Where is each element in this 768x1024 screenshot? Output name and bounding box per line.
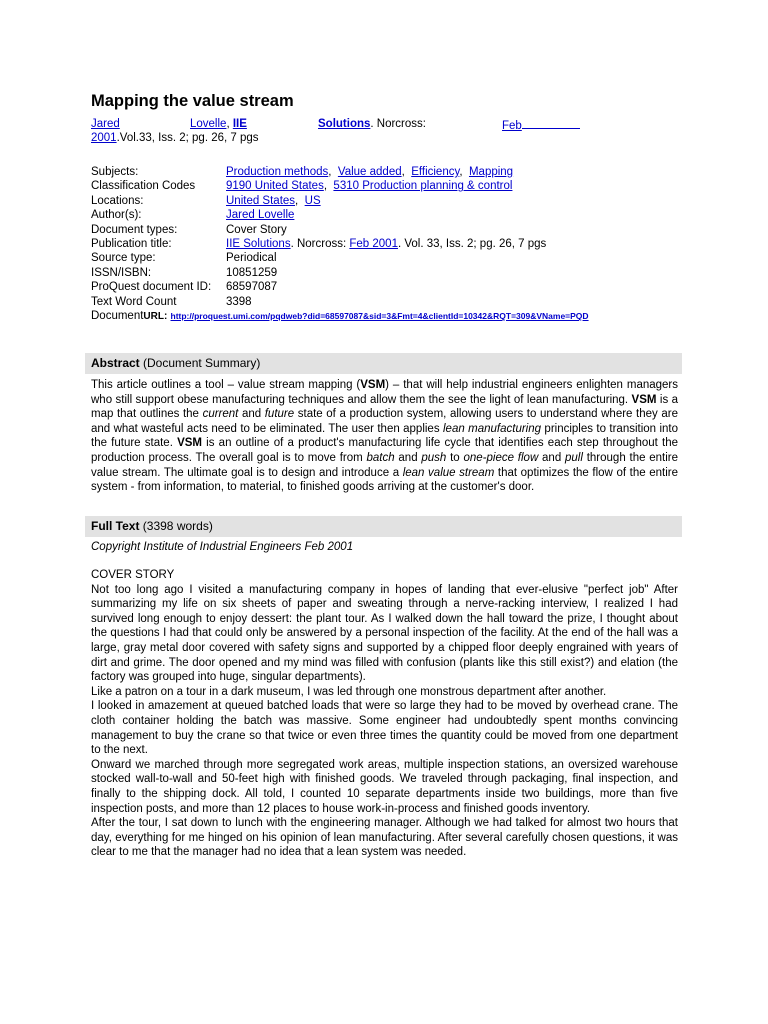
abstract-vsm: VSM bbox=[360, 379, 386, 391]
wordcount-label: Text Word Count bbox=[91, 295, 177, 308]
author-link[interactable]: Jared Lovelle bbox=[226, 209, 295, 222]
fulltext-body bbox=[91, 568, 678, 860]
subject-link-3[interactable]: Efficiency bbox=[411, 166, 460, 178]
abstract-heading-note: (Document Summary) bbox=[139, 356, 261, 370]
doctype-value: Cover Story bbox=[226, 223, 287, 236]
classification-label: Classification Codes bbox=[91, 180, 196, 193]
fulltext-heading: Full Text bbox=[91, 519, 140, 533]
pubtitle-label: Publication title: bbox=[91, 238, 172, 251]
paragraph-3: I looked in amazement at queued batched loads that were so large they had to be moved by overhead crane. The cloth container holding the batch was massive. Some engineer had undoubtedly spent months convincing management to buy the crane so that twice or even three times the quantity could be moved from one department to the next. bbox=[91, 700, 678, 757]
abstract-seg: state of a production system, allowing users to understand where they are and what wasteful acts need to be eliminated. The user then applies bbox=[91, 408, 678, 435]
publication-link-b[interactable]: Solutions bbox=[318, 118, 371, 130]
abstract-seg: and bbox=[538, 451, 566, 464]
document-title: Mapping the value stream bbox=[91, 92, 294, 110]
docurl-link[interactable]: http://proquest.umi.com/pqdweb?did=68597087&sid=3&Fmt=4&clientId=10342&RQT=309&VName=PQD bbox=[170, 311, 589, 322]
abstract-seg: to bbox=[446, 451, 464, 464]
metadata-table: Subjects: Production methods, Value added, Efficiency, Mapping Classification Codes 9190 United States, 5310 Production planning & control Locations: United States, US Author(s): Jared Lovelle Document types: Cover Story Publication title: IIE Solutions. Norcross: Feb 2001. Vol. 33, Iss. 2; pg. 26, 7 pgs Source type: Periodical ISSN/ISBN: 10851259 ProQuest document ID: 68597087 Text Word Count 3398 Document URL: http://proquest.umi.com/pqdweb?did=68597087&sid=3&Fmt=4&clientId=10342&RQT=309&VName=PQD bbox=[91, 165, 589, 324]
issn-value: 10851259 bbox=[226, 266, 278, 279]
abstract-em: future bbox=[264, 408, 295, 421]
abstract-heading-band bbox=[85, 353, 682, 374]
section-label: COVER STORY bbox=[91, 569, 175, 581]
abstract-vsm: VSM bbox=[631, 393, 657, 406]
abstract-seg: through the entire value stream. The ultimate goal is to design and introduce a bbox=[91, 451, 679, 479]
abstract-seg: that optimizes the flow of the entire system - from information, to material, to finished goods arriving at the customer's door. bbox=[91, 466, 678, 494]
abstract-seg: is a map that outlines the bbox=[91, 393, 679, 421]
abstract-seg: and bbox=[394, 451, 422, 464]
abstract-em: batch bbox=[366, 451, 395, 464]
wordcount-value: 3398 bbox=[226, 295, 252, 308]
paragraph-5: After the tour, I sat down to lunch with the engineering manager. Although we had talked for almost two hours that day, everything for me hinged on his opinion of lean manufacturing. After several carefully chosen questions, it was clear to me that the manager had no idea that a lean system was needed. bbox=[91, 817, 678, 859]
date-link-b[interactable]: 2001 bbox=[91, 132, 117, 144]
abstract-em: push bbox=[421, 451, 447, 464]
pqid-label: ProQuest document ID: bbox=[91, 281, 212, 294]
abstract-vsm: VSM bbox=[177, 437, 202, 450]
subjects-label: Subjects: bbox=[91, 166, 139, 178]
subject-link-4[interactable]: Mapping bbox=[468, 166, 514, 178]
paragraph-1: Not too long ago I visited a manufacturing company in hopes of landing that ever-elusive "perfect job" After summarizing my life on six sheets of paper and sweating through a nerve-racking interview, I realized I had survived long enough to enjoy dessert: the plant tour. As I walked down the hall toward the prize, I thought about the questions I had that could only be answered by a personal inspection of the facility. At the end of the hall was a large, gray metal door covered with safety signs and supported by a chipped floor deeply engrained with years of dirt and grime. The door opened and my mind was filled with confusion (plants like this still exist?) and elation (the factory was grouped into huge, singular departments). bbox=[91, 583, 678, 684]
pub-title-link[interactable]: IIE Solutions bbox=[226, 238, 291, 251]
abstract-em: current bbox=[202, 408, 239, 421]
docurl-label-url: URL: bbox=[143, 311, 168, 323]
class-code-link-1[interactable]: 9190 United States bbox=[226, 180, 324, 193]
abstract-seg: and bbox=[238, 408, 265, 421]
abstract-em: one-piece flow bbox=[463, 451, 539, 464]
abstract-heading: Abstract bbox=[91, 356, 140, 370]
location-link-1[interactable]: United States bbox=[226, 194, 296, 207]
byline-place: . Norcross: bbox=[370, 118, 426, 130]
abstract-em: pull bbox=[565, 451, 583, 464]
author-first-link[interactable]: Jared bbox=[91, 118, 120, 130]
abstract-text bbox=[91, 378, 678, 495]
abstract-seg: ) – that will help industrial engineers enlighten managers who still support obese manufacturing techniques and allow them the see the light of lean manufacturing. bbox=[91, 379, 679, 406]
pub-rest: . Vol. 33, Iss. 2; pg. 26, 7 pgs bbox=[397, 238, 547, 251]
sourcetype-value: Periodical bbox=[226, 252, 277, 265]
location-link-2[interactable]: US bbox=[304, 194, 321, 207]
locations-label: Locations: bbox=[91, 194, 144, 207]
byline: Jared Lovelle, IIE Solutions. Norcross: Feb 2001.Vol.33, Iss. 2; pg. 26, 7 pgs bbox=[91, 117, 681, 145]
class-code-link-2[interactable]: 5310 Production planning & control bbox=[333, 180, 513, 193]
fulltext-heading-note: (3398 words) bbox=[139, 519, 213, 533]
publication-link-a[interactable]: IIE bbox=[232, 118, 247, 130]
date-link-a[interactable]: Feb bbox=[502, 120, 522, 132]
abstract-em: lean manufacturing bbox=[443, 422, 542, 435]
abstract-seg: principles to transition into the future state. bbox=[91, 422, 679, 450]
docurl-label: Document bbox=[91, 310, 144, 323]
abstract-seg: This article outlines a tool – value stream mapping ( bbox=[91, 379, 361, 391]
authors-label: Author(s): bbox=[91, 209, 142, 222]
pqid-value: 68597087 bbox=[226, 281, 278, 294]
subject-link-2[interactable]: Value added bbox=[337, 166, 402, 178]
sourcetype-label: Source type: bbox=[91, 252, 156, 265]
issn-label: ISSN/ISBN: bbox=[91, 266, 152, 279]
fulltext-heading-band bbox=[85, 516, 682, 537]
paragraph-4: Onward we marched through more segregated work areas, multiple inspection stations, an oversized warehouse stocked wall-to-wall and 50-feet high with finished goods. We traveled through packaging, final inspection, and finally to the shipping dock. All told, I counted 10 separate departments inside two buildings, more than five inspection posts, and more than 12 places to house work-in-process and finished goods inventory. bbox=[91, 758, 678, 815]
abstract-em: lean value stream bbox=[402, 466, 495, 479]
pub-mid: . Norcross: bbox=[290, 238, 350, 251]
byline-rest: .Vol.33, Iss. 2; pg. 26, 7 pgs bbox=[116, 132, 259, 144]
doctypes-label: Document types: bbox=[91, 223, 178, 236]
author-last-link[interactable]: Lovelle bbox=[190, 118, 227, 130]
paragraph-2: Like a patron on a tour in a dark museum, I was led through one monstrous department after another. bbox=[91, 685, 607, 698]
subject-link-1[interactable]: Production methods bbox=[226, 166, 329, 178]
copyright-line: Copyright Institute of Industrial Engineers Feb 2001 bbox=[91, 541, 354, 553]
pub-date-link[interactable]: Feb 2001 bbox=[349, 238, 398, 251]
abstract-seg: is an outline of a product's manufacturing life cycle that identifies each step throughout the production process. The overall goal is to move from bbox=[91, 437, 679, 464]
